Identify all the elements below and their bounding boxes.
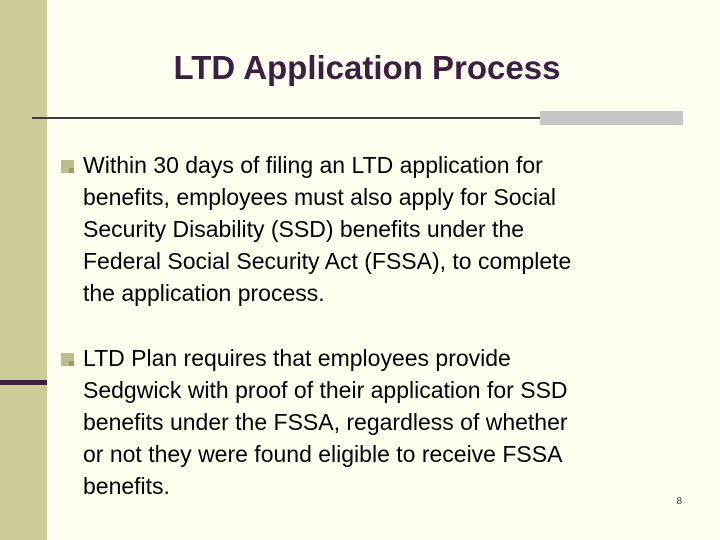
square-bullet-icon <box>61 160 74 173</box>
bullet-text-line: LTD Plan requires that employees provide <box>83 345 511 371</box>
bullet-text-line: the application process. <box>83 280 325 306</box>
title-divider-line <box>32 117 540 119</box>
square-bullet-icon <box>61 353 74 366</box>
bullet-text-line: or not they were found eligible to receive FSSA <box>83 441 563 467</box>
bullet-text-line: benefits. <box>83 473 170 499</box>
slide-title: LTD Application Process <box>173 49 561 86</box>
title-divider-accent <box>540 111 683 125</box>
bullet-item <box>60 342 700 502</box>
bullet-text-line: benefits, employees must also apply for Social <box>83 184 557 210</box>
bullet-text-line: benefits under the FSSA, regardless of whether <box>83 409 568 435</box>
page-number: 8 <box>676 496 682 507</box>
bullet-text-line: Federal Social Security Act (FSSA), to complete <box>83 248 572 274</box>
bullet-text-line: Sedgwick with proof of their application for SSD <box>83 377 568 403</box>
bullet-text-line: Security Disability (SSD) benefits under the <box>83 216 525 242</box>
bullet-list <box>60 149 700 535</box>
bullet-text-line: Within 30 days of filing an LTD application for <box>83 152 543 178</box>
left-accent-bar <box>0 380 47 385</box>
bullet-item <box>60 149 700 309</box>
left-decorative-band <box>0 0 47 540</box>
